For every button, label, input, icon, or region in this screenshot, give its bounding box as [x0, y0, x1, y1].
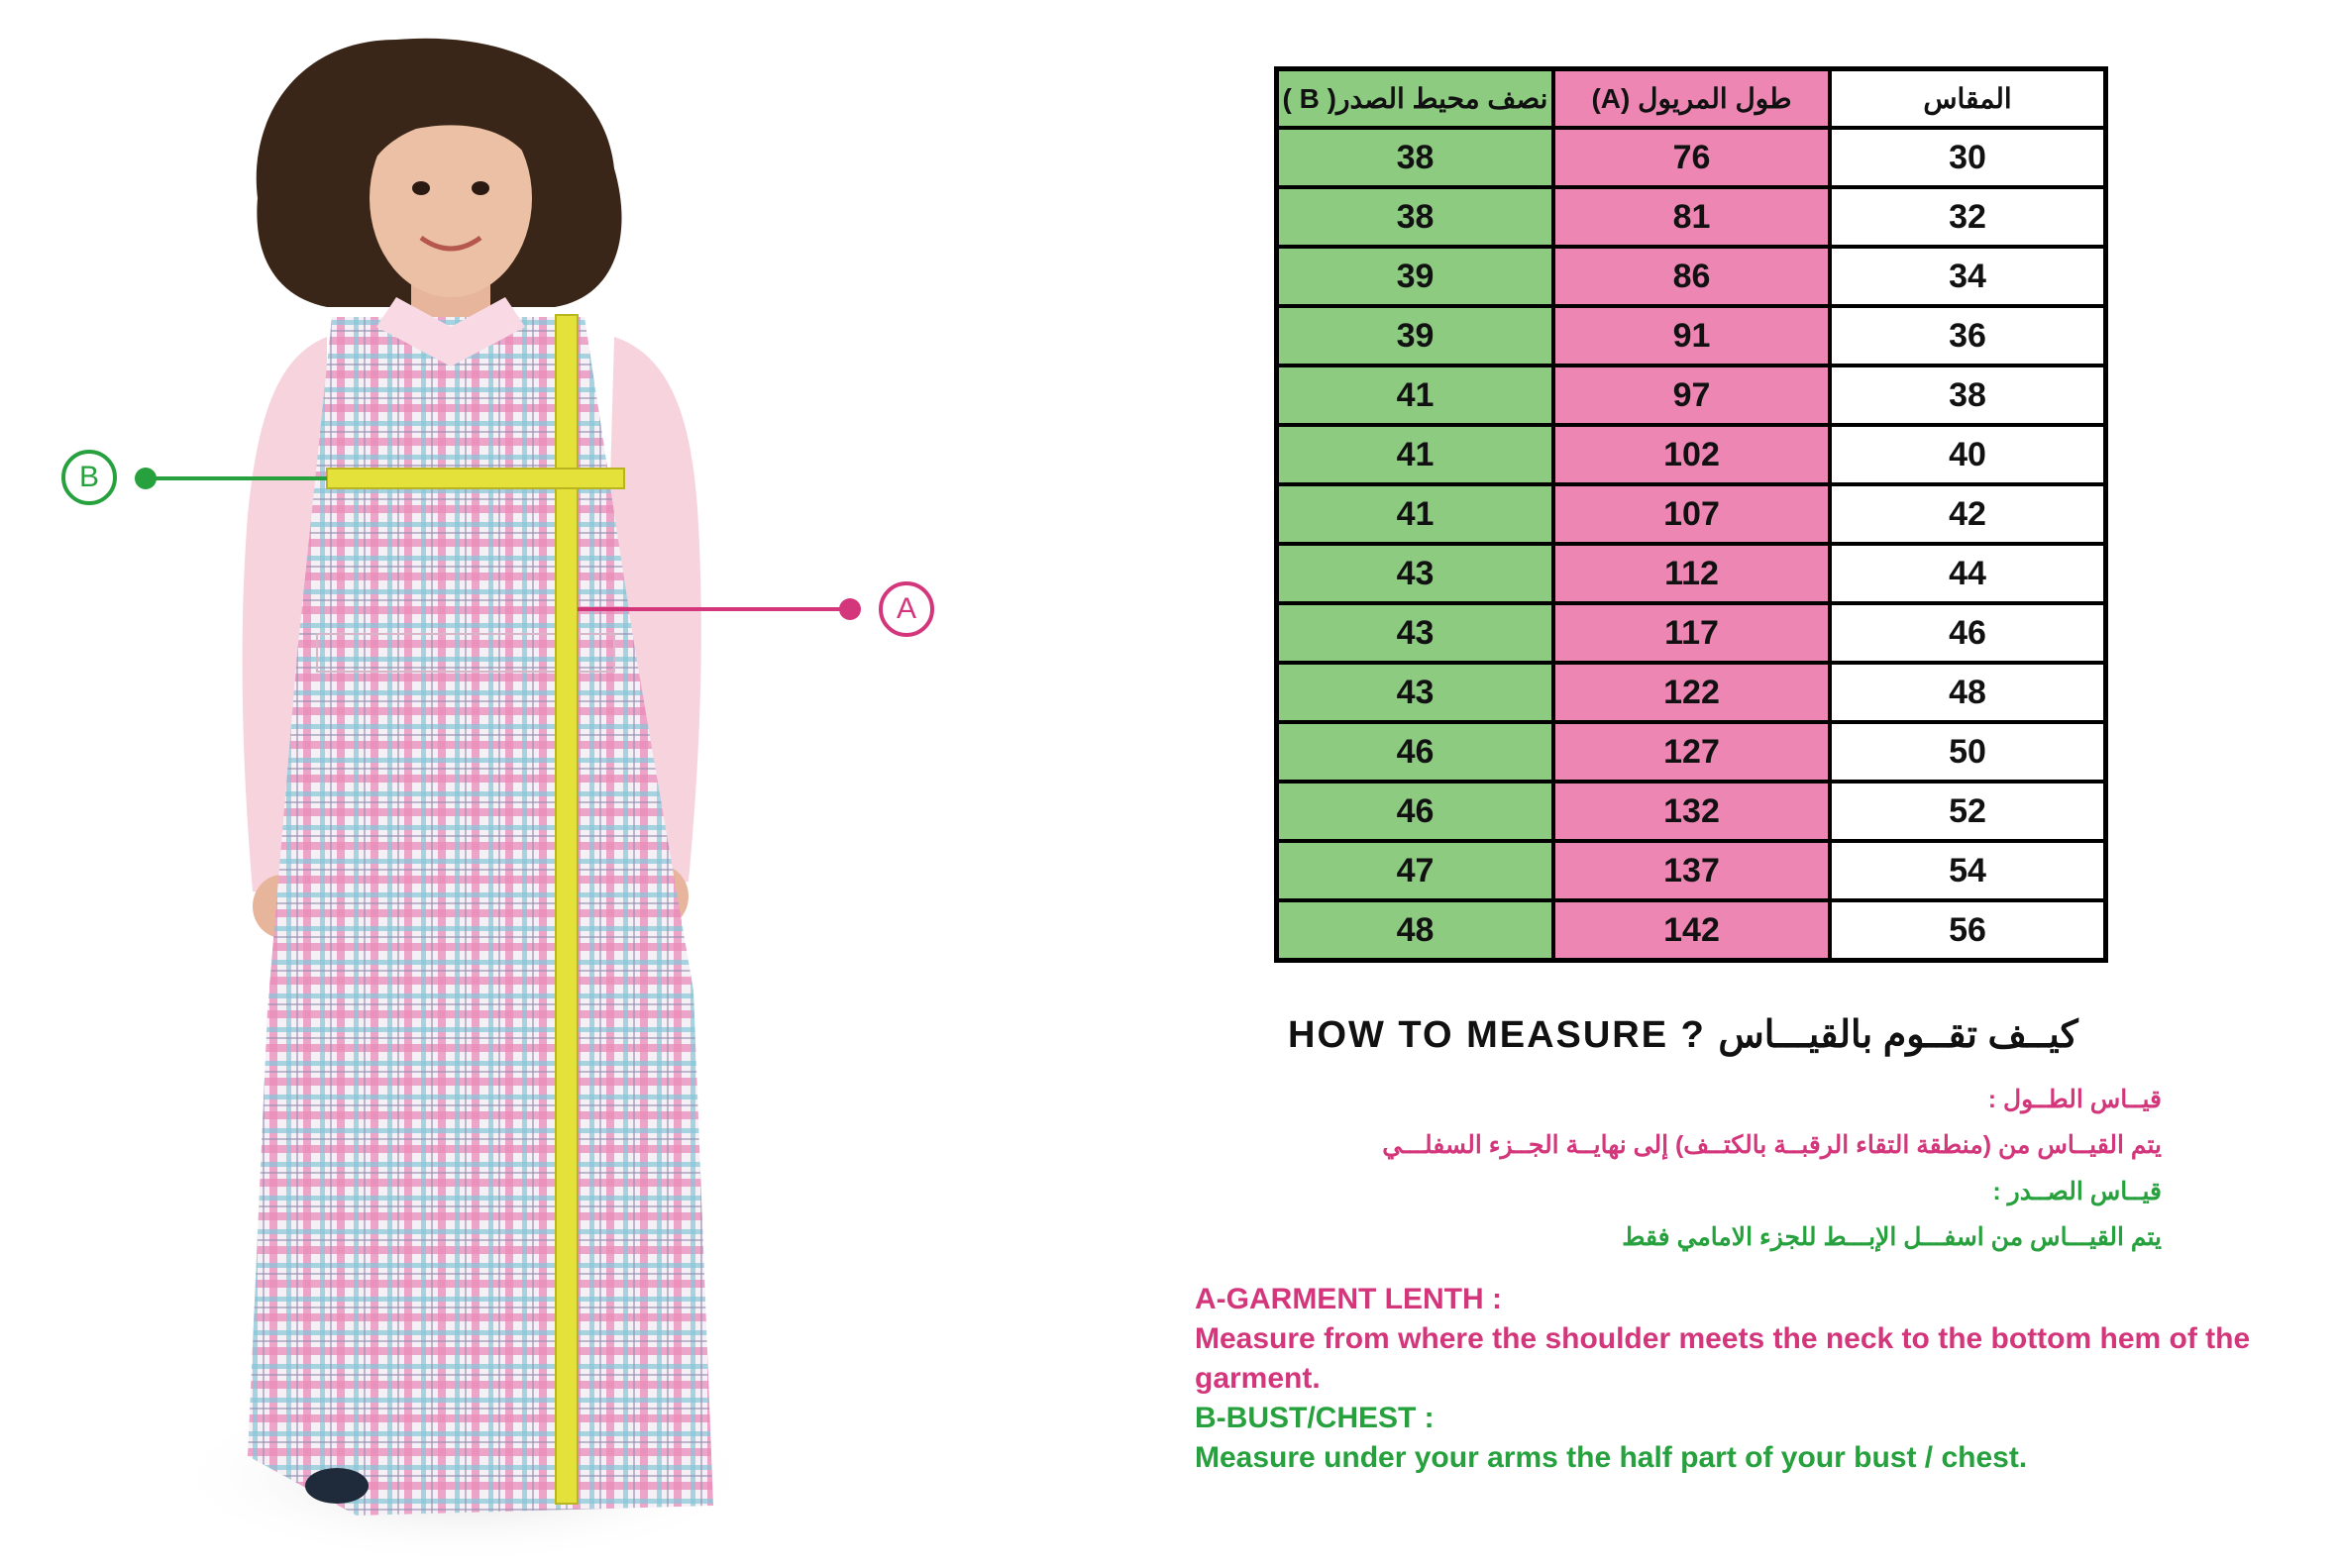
table-row — [1277, 663, 2106, 722]
size-cell: 52 — [1830, 782, 2106, 841]
length-cell: 132 — [1553, 782, 1830, 841]
length-cell: 97 — [1553, 366, 1830, 425]
english-b-heading: B-BUST/CHEST : — [1195, 1402, 1435, 1434]
size-cell: 48 — [1830, 663, 2106, 722]
bust-cell: 39 — [1277, 247, 1554, 306]
bust-cell: 41 — [1277, 484, 1554, 544]
length-cell: 81 — [1553, 187, 1830, 247]
girl-illustration — [0, 0, 991, 1563]
length-cell: 107 — [1553, 484, 1830, 544]
table-row — [1277, 484, 2106, 544]
bust-cell: 43 — [1277, 603, 1554, 663]
table-row — [1277, 544, 2106, 603]
how-to-measure-title: HOW TO MEASURE ? كيــف تقــوم بالقيـــاس — [1288, 1014, 2078, 1056]
size-cell: 54 — [1830, 841, 2106, 900]
arabic-length-text: يتم القيــاس من (منطقة التقاء الرقبــة بالكتــف) إلى نهايــة الجــزء السفلـــي — [1382, 1131, 2162, 1159]
table-row — [1277, 366, 2106, 425]
girl-figure — [0, 0, 991, 1563]
table-row — [1277, 306, 2106, 366]
header-bust: نصف محيط الصدر( B ) — [1277, 69, 1554, 129]
length-cell: 137 — [1553, 841, 1830, 900]
length-cell: 127 — [1553, 722, 1830, 782]
marker-a-label: A — [896, 592, 916, 625]
bust-cell: 43 — [1277, 663, 1554, 722]
length-cell: 102 — [1553, 425, 1830, 484]
size-cell: 38 — [1830, 366, 2106, 425]
size-cell: 50 — [1830, 722, 2106, 782]
size-cell: 56 — [1830, 900, 2106, 961]
marker-b-label: B — [78, 461, 99, 493]
table-row — [1277, 187, 2106, 247]
bust-cell: 46 — [1277, 722, 1554, 782]
size-cell: 44 — [1830, 544, 2106, 603]
length-cell: 122 — [1553, 663, 1830, 722]
bust-cell: 48 — [1277, 900, 1554, 961]
table-row — [1277, 603, 2106, 663]
bust-cell: 41 — [1277, 366, 1554, 425]
english-a-heading: A-GARMENT LENTH : — [1195, 1283, 1502, 1315]
size-chart-table — [1274, 66, 2108, 963]
arabic-length-heading: قيــاس الطــول : — [1987, 1086, 2162, 1113]
length-cell: 142 — [1553, 900, 1830, 961]
bust-cell: 47 — [1277, 841, 1554, 900]
length-cell: 91 — [1553, 306, 1830, 366]
length-cell: 112 — [1553, 544, 1830, 603]
table-header-row — [1277, 69, 2106, 129]
size-cell: 34 — [1830, 247, 2106, 306]
size-cell: 36 — [1830, 306, 2106, 366]
table-row — [1277, 782, 2106, 841]
bust-cell: 38 — [1277, 128, 1554, 187]
table-row — [1277, 128, 2106, 187]
arabic-chest-text: يتم القيـــاس من اسفـــل الإبـــط للجزء الامامي فقط — [1622, 1223, 2162, 1251]
bust-cell: 39 — [1277, 306, 1554, 366]
table-row — [1277, 841, 2106, 900]
arabic-chest-heading: قيــاس الصــدر : — [1992, 1178, 2162, 1205]
bust-cell: 46 — [1277, 782, 1554, 841]
table-row — [1277, 247, 2106, 306]
length-cell: 76 — [1553, 128, 1830, 187]
size-cell: 32 — [1830, 187, 2106, 247]
bust-cell: 41 — [1277, 425, 1554, 484]
size-cell: 46 — [1830, 603, 2106, 663]
table-body — [1277, 128, 2106, 961]
table-row — [1277, 900, 2106, 961]
size-cell: 42 — [1830, 484, 2106, 544]
english-b-text: Measure under your arms the half part of your bust / chest. — [1195, 1441, 2028, 1474]
header-size: المقاس — [1830, 69, 2106, 129]
header-length: طول المريول (A) — [1553, 69, 1830, 129]
size-cell: 30 — [1830, 128, 2106, 187]
english-a-text: Measure from where the shoulder meets the neck to the bottom hem of the garment. — [1195, 1322, 2251, 1395]
length-cell: 117 — [1553, 603, 1830, 663]
size-cell: 40 — [1830, 425, 2106, 484]
table-row — [1277, 425, 2106, 484]
length-cell: 86 — [1553, 247, 1830, 306]
table-row — [1277, 722, 2106, 782]
bust-cell: 43 — [1277, 544, 1554, 603]
bust-cell: 38 — [1277, 187, 1554, 247]
